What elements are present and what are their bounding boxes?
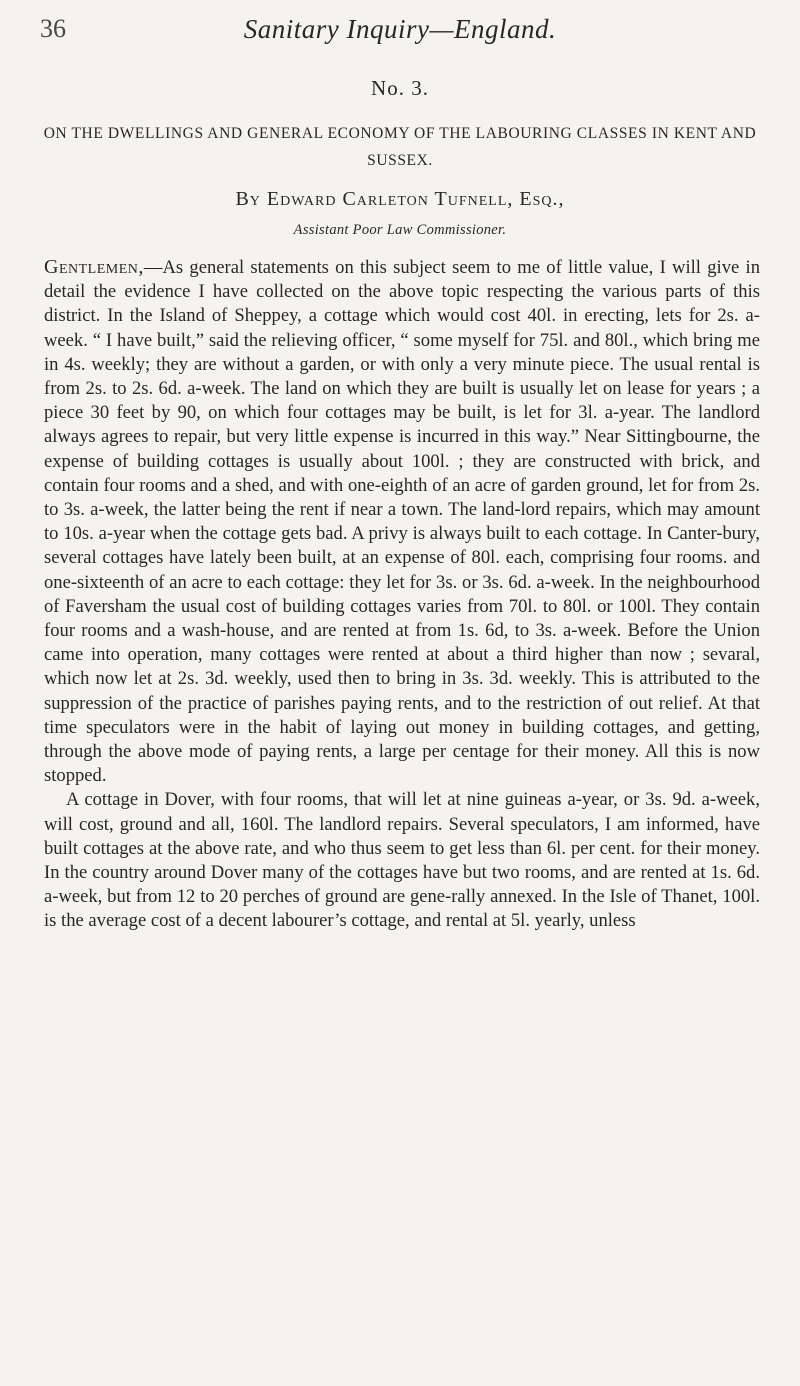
body-text <box>44 255 760 934</box>
running-head <box>40 14 760 54</box>
running-title: Sanitary Inquiry—England. <box>243 14 557 44</box>
paragraph-1-text: —As general statements on this subject seem to me of little value, I will give in detail the evidence I have collected on the above topic respecting the various parts of this district. In the Island of Sheppey, a cottage which would cost 40l. in erecting, lets for 2s. a-week. “ I have built,” said the relieving officer, “ some myself for 75l. and 80l., which bring me in 4s. weekly; they are without a garden, or with only a very minute piece. The usual rental is from 2s. to 2s. 6d. a-week. The land on which they are built is usually let on lease for years ; a piece 30 feet by 90, on which four cottages may be built, is let for 3l. a-year. The landlord always agrees to repair, but very little expense is incurred in this way.” Near Sittingbourne, the expense of building cottages is usually about 100l. ; they are constructed with brick, and contain four rooms and a shed, and with one-eighth of an acre of garden ground, let for from 2s. to 3s. a-week, the latter being the rent if near a town. The land-lord repairs, which may amount to 10s. a-year when the cottage gets bad. A privy is always built to each cottage. In Canter-bury, several cottages have lately been built, at an expense of 80l. each, comprising four rooms. and one-sixteenth of an acre to each cottage: they let for 3s. or 3s. 6d. a-week. In the neighbourhood of Faversham the usual cost of building cottages varies from 70l. to 80l. or 100l. They contain four rooms and a wash-house, and are rented at from 1s. 6d, to 3s. a-week. Before the Union came into operation, many cottages were rented at about a third higher than now ; sevaral, which now let at 2s. 3d. weekly, used then to bring in 3s. 3d. weekly. This is attributed to the suppression of the practice of parishes paying rents, and to the restriction of out relief. At that time speculators were in the habit of laying out money in building cottages, and getting, through the above mode of paying rents, a large per centage for their money. All this is now stopped. <box>44 257 760 787</box>
document-number: No. 3. <box>371 76 429 100</box>
page-number: 36 <box>40 14 66 43</box>
author-role: Assistant Poor Law Commissioner. <box>293 222 507 238</box>
paragraph-1 <box>44 255 760 788</box>
paragraph-2: A cottage in Dover, with four rooms, that will let at nine guineas a-year, or 3s. 9d. a-week, will cost, ground and all, 160l. The landlord repairs. Several speculators, I am informed, have built cottages at the above rate, and who thus seem to get less than 6l. per cent. for their money. In the country around Dover many of the cottages have but two rooms, and are rented at 1s. 6d. a-week, but from 12 to 20 perches of ground are gene-rally annexed. In the Isle of Thanet, 100l. is the average cost of a decent labourer’s cottage, and rental at 5l. yearly, unless <box>44 789 760 932</box>
author-line: By Edward Carleton Tufnell, Esq., <box>235 188 565 210</box>
salutation: Gentlemen, <box>44 256 144 278</box>
document-title: ON THE DWELLINGS AND GENERAL ECONOMY OF THE LABOURING CLASSES IN KENT AND SUSSEX. <box>43 125 757 169</box>
